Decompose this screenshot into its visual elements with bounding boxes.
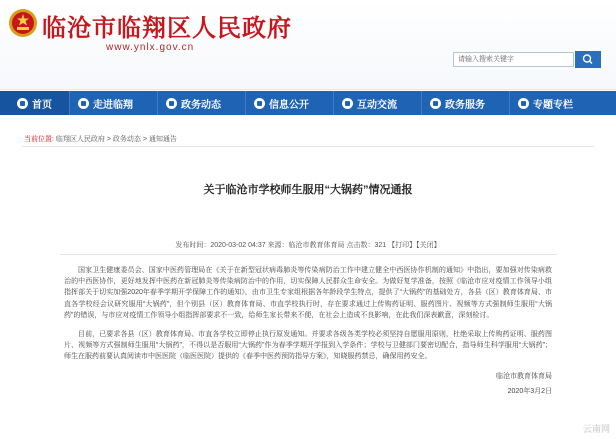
- site-url: www.ynlx.gov.cn: [106, 42, 195, 53]
- article-title: 关于临沧市学校师生服用“大锅药”情况通报: [203, 184, 413, 196]
- nav-item-disclosure[interactable]: [246, 91, 334, 115]
- search-button[interactable]: [575, 51, 601, 68]
- watermark: 云南网: [582, 424, 610, 434]
- bookmark-icon: [518, 98, 529, 109]
- main-nav: [0, 91, 616, 115]
- nav-item-services[interactable]: [422, 91, 510, 115]
- site-header: [0, 0, 616, 90]
- nav-label: 互动交流: [357, 99, 397, 111]
- article-paragraph: 目前，已要求各县（区）教育体育局、市直各学校立即停止执行原发通知。并要求各级各类学校必须坚持自愿服用原则，杜绝采取上传购药证明、服药图片、视频等方式强制师生服用“大锅药”，不得以是否服用“大锅药”作为春季学期开学报到入学条件；学校与卫健部门要密切配合，指导师生科学服用“大锅药”；师生在服药前要认真阅读市中医医院（临医医院）提供的《春季中医药预防指导方案》，知晓服药禁忌，确保用药安全。: [64, 331, 552, 361]
- nav-item-topics[interactable]: [510, 91, 596, 115]
- nav-label: 信息公开: [269, 99, 309, 111]
- divider: [60, 254, 557, 255]
- nav-label: 首页: [32, 99, 52, 111]
- search-input[interactable]: 请输入搜索关键字: [453, 52, 574, 67]
- divider: [22, 146, 594, 147]
- gear-icon: [166, 98, 177, 109]
- breadcrumb: [24, 134, 177, 144]
- nav-label: 政务动态: [181, 99, 221, 111]
- home-icon: [17, 98, 28, 109]
- nav-item-about[interactable]: [70, 91, 158, 115]
- breadcrumb-path[interactable]: 临翔区人民政府 > 政务动态 > 通知通告: [55, 136, 177, 143]
- site-title[interactable]: 临沧市临翔区人民政府: [42, 16, 292, 42]
- document-icon: [254, 98, 265, 109]
- service-icon: [430, 98, 441, 109]
- chat-icon: [342, 98, 353, 109]
- nav-item-interaction[interactable]: [334, 91, 422, 115]
- breadcrumb-label: 当前位置:: [24, 136, 54, 143]
- nav-item-news[interactable]: [158, 91, 246, 115]
- article-date: 2020年3月2日: [507, 387, 552, 395]
- nav-label: 走进临翔: [93, 99, 133, 111]
- article-signature: 临沧市教育体育局: [496, 372, 552, 380]
- article-paragraph: 国家卫生健康委员会、国家中医药管理局在《关于在新型冠状病毒肺炎等传染病防治工作中建立健全中西医协作机制的通知》中指出，要加强对传染病救治的中西医协作，更好地发挥中医药在新冠肺炎等传染病防治中的作用，切实保障人民群众生命安全。为做好复学准备，按照《临沧市应对疫情工作领导小组指挥部关于切实加强2020年春季学期开学保障工作的通知》，由市卫生专家组根据各年龄段学生特点，提供了“大锅药”的基础处方，各县（区）教育体育局、市直各学校经会议研究服用“大锅药”，但个别县（区）教育体育局、市直学校执行时，存在要求通过上传购药证明、服药图片、视频等方式强制师生服用“大锅药”的错误，与市应对疫情工作领导小组指挥部要求不一致，给师生家长带来不便，在社会上造成不良影响，在此我们深表歉意，深刻检讨。: [64, 267, 552, 319]
- nav-label: 政务服务: [445, 99, 485, 111]
- article-meta: 发布时间：2020-03-02 04:37 来源：临沧市教育体育局 点击数：321 【打印】【关闭】: [175, 242, 441, 249]
- national-emblem-icon: [8, 8, 38, 38]
- nav-label: 专题专栏: [533, 99, 573, 111]
- building-icon: [78, 98, 89, 109]
- article-body: [64, 265, 552, 401]
- search-icon: [575, 51, 601, 68]
- nav-item-home[interactable]: [0, 91, 70, 115]
